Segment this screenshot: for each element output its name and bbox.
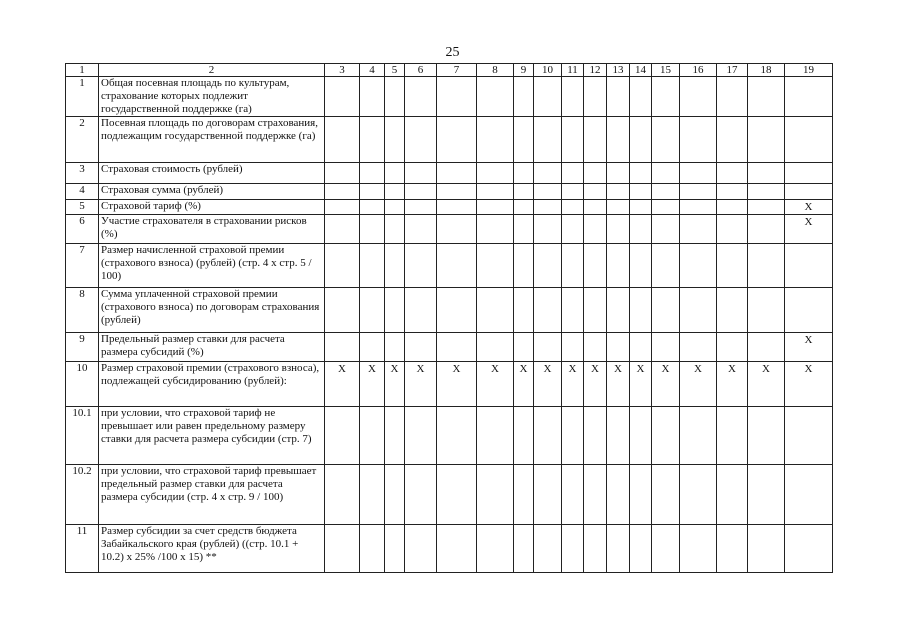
- empty-cell: [360, 244, 385, 288]
- empty-cell: [325, 184, 360, 200]
- empty-cell: [405, 244, 437, 288]
- empty-cell: [477, 215, 514, 244]
- empty-cell: [748, 288, 785, 333]
- empty-cell: [325, 244, 360, 288]
- empty-cell: [325, 77, 360, 117]
- empty-cell: [680, 163, 717, 184]
- row-number: 11: [66, 525, 99, 573]
- empty-cell: [652, 77, 680, 117]
- empty-cell: [748, 333, 785, 362]
- empty-cell: [680, 407, 717, 465]
- row-label: Предельный размер ставки для расчета размера субсидий (%): [99, 333, 325, 362]
- column-header: 19: [785, 64, 833, 77]
- empty-cell: [785, 465, 833, 525]
- x-mark-cell: X: [785, 200, 833, 215]
- empty-cell: [562, 163, 584, 184]
- x-mark-cell: X: [477, 362, 514, 407]
- x-mark-cell: X: [630, 362, 652, 407]
- table-row: [66, 184, 833, 200]
- empty-cell: [477, 244, 514, 288]
- empty-cell: [534, 288, 562, 333]
- empty-cell: [748, 465, 785, 525]
- empty-cell: [630, 465, 652, 525]
- row-label: при условии, что страховой тариф не превышает или равен предельному размеру ставки для расчета размера субсидии (стр. 7): [99, 407, 325, 465]
- empty-cell: [325, 525, 360, 573]
- empty-cell: [607, 77, 630, 117]
- x-mark-cell: X: [584, 362, 607, 407]
- empty-cell: [785, 163, 833, 184]
- column-header: 13: [607, 64, 630, 77]
- empty-cell: [748, 117, 785, 163]
- empty-cell: [405, 333, 437, 362]
- empty-cell: [405, 215, 437, 244]
- empty-cell: [785, 244, 833, 288]
- row-number: 3: [66, 163, 99, 184]
- row-number: 5: [66, 200, 99, 215]
- empty-cell: [680, 77, 717, 117]
- empty-cell: [748, 215, 785, 244]
- empty-cell: [785, 77, 833, 117]
- empty-cell: [562, 184, 584, 200]
- empty-cell: [717, 288, 748, 333]
- row-number: 1: [66, 77, 99, 117]
- table-row: [66, 244, 833, 288]
- row-number: 4: [66, 184, 99, 200]
- empty-cell: [630, 333, 652, 362]
- x-mark-cell: X: [562, 362, 584, 407]
- empty-cell: [607, 163, 630, 184]
- empty-cell: [534, 200, 562, 215]
- empty-cell: [717, 184, 748, 200]
- empty-cell: [437, 117, 477, 163]
- empty-cell: [360, 288, 385, 333]
- empty-cell: [584, 200, 607, 215]
- row-label: Страховая стоимость (рублей): [99, 163, 325, 184]
- table-row: [66, 465, 833, 525]
- row-number: 10.1: [66, 407, 99, 465]
- column-header: 6: [405, 64, 437, 77]
- column-header: 18: [748, 64, 785, 77]
- empty-cell: [514, 244, 534, 288]
- x-mark-cell: X: [405, 362, 437, 407]
- empty-cell: [325, 200, 360, 215]
- empty-cell: [514, 117, 534, 163]
- empty-cell: [680, 288, 717, 333]
- empty-cell: [385, 465, 405, 525]
- empty-cell: [405, 77, 437, 117]
- empty-cell: [385, 333, 405, 362]
- empty-cell: [405, 525, 437, 573]
- table-header-row: [66, 64, 833, 77]
- empty-cell: [652, 163, 680, 184]
- empty-cell: [514, 407, 534, 465]
- empty-cell: [584, 215, 607, 244]
- empty-cell: [534, 215, 562, 244]
- row-label: Посевная площадь по договорам страхования, подлежащим государственной поддержке (га): [99, 117, 325, 163]
- empty-cell: [652, 200, 680, 215]
- empty-cell: [534, 244, 562, 288]
- table-row: [66, 215, 833, 244]
- empty-cell: [748, 407, 785, 465]
- x-mark-cell: X: [360, 362, 385, 407]
- column-header: 15: [652, 64, 680, 77]
- table-row: [66, 288, 833, 333]
- empty-cell: [748, 184, 785, 200]
- empty-cell: [717, 117, 748, 163]
- empty-cell: [360, 465, 385, 525]
- empty-cell: [562, 407, 584, 465]
- empty-cell: [360, 215, 385, 244]
- empty-cell: [652, 465, 680, 525]
- table-row: [66, 525, 833, 573]
- column-header: 3: [325, 64, 360, 77]
- empty-cell: [534, 163, 562, 184]
- empty-cell: [405, 200, 437, 215]
- column-header: 5: [385, 64, 405, 77]
- empty-cell: [584, 525, 607, 573]
- empty-cell: [325, 117, 360, 163]
- empty-cell: [514, 525, 534, 573]
- column-header: 7: [437, 64, 477, 77]
- x-mark-cell: X: [534, 362, 562, 407]
- empty-cell: [360, 77, 385, 117]
- empty-cell: [630, 117, 652, 163]
- empty-cell: [630, 525, 652, 573]
- empty-cell: [680, 184, 717, 200]
- x-mark-cell: X: [748, 362, 785, 407]
- empty-cell: [360, 184, 385, 200]
- empty-cell: [437, 244, 477, 288]
- empty-cell: [534, 184, 562, 200]
- empty-cell: [607, 288, 630, 333]
- empty-cell: [385, 163, 405, 184]
- empty-cell: [477, 288, 514, 333]
- empty-cell: [717, 244, 748, 288]
- x-mark-cell: X: [785, 362, 833, 407]
- empty-cell: [607, 215, 630, 244]
- empty-cell: [785, 184, 833, 200]
- empty-cell: [514, 77, 534, 117]
- empty-cell: [717, 200, 748, 215]
- x-mark-cell: X: [717, 362, 748, 407]
- empty-cell: [437, 77, 477, 117]
- empty-cell: [607, 200, 630, 215]
- empty-cell: [584, 77, 607, 117]
- empty-cell: [584, 163, 607, 184]
- empty-cell: [717, 215, 748, 244]
- empty-cell: [385, 215, 405, 244]
- empty-cell: [325, 407, 360, 465]
- column-header: 17: [717, 64, 748, 77]
- empty-cell: [514, 200, 534, 215]
- row-label: Размер начисленной страховой премии (страхового взноса) (рублей) (стр. 4 x стр. 5 / 100): [99, 244, 325, 288]
- empty-cell: [680, 333, 717, 362]
- empty-cell: [607, 184, 630, 200]
- empty-cell: [584, 244, 607, 288]
- column-header: 12: [584, 64, 607, 77]
- empty-cell: [514, 215, 534, 244]
- x-mark-cell: X: [385, 362, 405, 407]
- row-label: при условии, что страховой тариф превышает предельный размер ставки для расчета размера субсидии (стр. 4 x стр. 9 / 100): [99, 465, 325, 525]
- empty-cell: [748, 77, 785, 117]
- x-mark-cell: X: [785, 215, 833, 244]
- row-number: 2: [66, 117, 99, 163]
- row-label: Страховая сумма (рублей): [99, 184, 325, 200]
- empty-cell: [584, 117, 607, 163]
- row-label: Страховой тариф (%): [99, 200, 325, 215]
- empty-cell: [477, 525, 514, 573]
- empty-cell: [630, 184, 652, 200]
- row-label: Общая посевная площадь по культурам, страхование которых подлежит государственной поддержке (га): [99, 77, 325, 117]
- row-number: 9: [66, 333, 99, 362]
- column-header: 14: [630, 64, 652, 77]
- empty-cell: [405, 117, 437, 163]
- empty-cell: [385, 407, 405, 465]
- empty-cell: [325, 333, 360, 362]
- empty-cell: [477, 77, 514, 117]
- row-number: 8: [66, 288, 99, 333]
- empty-cell: [534, 525, 562, 573]
- empty-cell: [405, 465, 437, 525]
- x-mark-cell: X: [514, 362, 534, 407]
- column-header: 4: [360, 64, 385, 77]
- column-header: 16: [680, 64, 717, 77]
- empty-cell: [717, 407, 748, 465]
- empty-cell: [630, 200, 652, 215]
- empty-cell: [748, 525, 785, 573]
- empty-cell: [514, 163, 534, 184]
- empty-cell: [514, 333, 534, 362]
- empty-cell: [437, 200, 477, 215]
- empty-cell: [534, 465, 562, 525]
- empty-cell: [652, 333, 680, 362]
- empty-cell: [652, 288, 680, 333]
- empty-cell: [652, 525, 680, 573]
- empty-cell: [652, 117, 680, 163]
- empty-cell: [360, 333, 385, 362]
- empty-cell: [562, 333, 584, 362]
- column-header: 11: [562, 64, 584, 77]
- empty-cell: [360, 407, 385, 465]
- empty-cell: [437, 407, 477, 465]
- row-number: 7: [66, 244, 99, 288]
- empty-cell: [385, 77, 405, 117]
- empty-cell: [385, 288, 405, 333]
- empty-cell: [717, 163, 748, 184]
- empty-cell: [584, 288, 607, 333]
- empty-cell: [607, 117, 630, 163]
- empty-cell: [437, 215, 477, 244]
- empty-cell: [534, 333, 562, 362]
- empty-cell: [405, 407, 437, 465]
- empty-cell: [584, 465, 607, 525]
- empty-cell: [325, 215, 360, 244]
- empty-cell: [534, 407, 562, 465]
- empty-cell: [630, 407, 652, 465]
- empty-cell: [680, 525, 717, 573]
- x-mark-cell: X: [437, 362, 477, 407]
- empty-cell: [562, 525, 584, 573]
- empty-cell: [630, 215, 652, 244]
- empty-cell: [405, 163, 437, 184]
- empty-cell: [717, 77, 748, 117]
- empty-cell: [562, 215, 584, 244]
- x-mark-cell: X: [652, 362, 680, 407]
- empty-cell: [385, 117, 405, 163]
- empty-cell: [607, 407, 630, 465]
- empty-cell: [748, 163, 785, 184]
- empty-cell: [477, 117, 514, 163]
- row-label: Размер страховой премии (страхового взноса), подлежащей субсидированию (рублей):: [99, 362, 325, 407]
- empty-cell: [717, 465, 748, 525]
- row-number: 6: [66, 215, 99, 244]
- empty-cell: [437, 184, 477, 200]
- empty-cell: [385, 244, 405, 288]
- row-number: 10.2: [66, 465, 99, 525]
- column-header: 10: [534, 64, 562, 77]
- empty-cell: [360, 200, 385, 215]
- empty-cell: [630, 288, 652, 333]
- empty-cell: [514, 288, 534, 333]
- column-header: 1: [66, 64, 99, 77]
- empty-cell: [607, 465, 630, 525]
- empty-cell: [360, 163, 385, 184]
- row-number: 10: [66, 362, 99, 407]
- empty-cell: [325, 465, 360, 525]
- empty-cell: [652, 244, 680, 288]
- empty-cell: [385, 200, 405, 215]
- table-row: [66, 163, 833, 184]
- x-mark-cell: X: [785, 333, 833, 362]
- empty-cell: [562, 465, 584, 525]
- empty-cell: [652, 184, 680, 200]
- empty-cell: [785, 288, 833, 333]
- table-row: [66, 77, 833, 117]
- empty-cell: [437, 525, 477, 573]
- x-mark-cell: X: [680, 362, 717, 407]
- empty-cell: [477, 465, 514, 525]
- empty-cell: [477, 407, 514, 465]
- empty-cell: [630, 77, 652, 117]
- empty-cell: [325, 288, 360, 333]
- empty-cell: [680, 244, 717, 288]
- row-label: Размер субсидии за счет средств бюджета Забайкальского края (рублей) ((стр. 10.1 + 10.2) x 25% /100 x 15) **: [99, 525, 325, 573]
- empty-cell: [385, 525, 405, 573]
- column-header: 8: [477, 64, 514, 77]
- empty-cell: [437, 465, 477, 525]
- page-number: 25: [445, 45, 460, 60]
- empty-cell: [630, 244, 652, 288]
- empty-cell: [584, 333, 607, 362]
- empty-cell: [514, 184, 534, 200]
- empty-cell: [477, 333, 514, 362]
- row-label: Участие страхователя в страховании рисков (%): [99, 215, 325, 244]
- x-mark-cell: X: [325, 362, 360, 407]
- empty-cell: [477, 184, 514, 200]
- empty-cell: [717, 525, 748, 573]
- empty-cell: [405, 288, 437, 333]
- empty-cell: [534, 77, 562, 117]
- empty-cell: [360, 117, 385, 163]
- empty-cell: [680, 117, 717, 163]
- empty-cell: [607, 333, 630, 362]
- empty-cell: [652, 215, 680, 244]
- table-row: [66, 200, 833, 215]
- empty-cell: [360, 525, 385, 573]
- empty-cell: [325, 163, 360, 184]
- table-row: [66, 407, 833, 465]
- empty-cell: [562, 200, 584, 215]
- empty-cell: [534, 117, 562, 163]
- empty-cell: [405, 184, 437, 200]
- empty-cell: [680, 215, 717, 244]
- empty-cell: [385, 184, 405, 200]
- empty-cell: [630, 163, 652, 184]
- empty-cell: [437, 288, 477, 333]
- empty-cell: [785, 525, 833, 573]
- empty-cell: [785, 407, 833, 465]
- empty-cell: [584, 184, 607, 200]
- column-header: 9: [514, 64, 534, 77]
- empty-cell: [562, 77, 584, 117]
- empty-cell: [562, 117, 584, 163]
- insurance-subsidy-table: [65, 63, 833, 573]
- empty-cell: [607, 525, 630, 573]
- empty-cell: [717, 333, 748, 362]
- empty-cell: [562, 288, 584, 333]
- empty-cell: [652, 407, 680, 465]
- empty-cell: [748, 244, 785, 288]
- empty-cell: [562, 244, 584, 288]
- empty-cell: [607, 244, 630, 288]
- empty-cell: [477, 163, 514, 184]
- column-header: 2: [99, 64, 325, 77]
- row-label: Сумма уплаченной страховой премии (страхового взноса) по договорам страхования (рублей): [99, 288, 325, 333]
- empty-cell: [680, 200, 717, 215]
- x-mark-cell: X: [607, 362, 630, 407]
- table-row: [66, 333, 833, 362]
- empty-cell: [584, 407, 607, 465]
- table-row: [66, 362, 833, 407]
- empty-cell: [514, 465, 534, 525]
- table-row: [66, 117, 833, 163]
- empty-cell: [437, 163, 477, 184]
- empty-cell: [785, 117, 833, 163]
- empty-cell: [477, 200, 514, 215]
- empty-cell: [680, 465, 717, 525]
- empty-cell: [437, 333, 477, 362]
- empty-cell: [748, 200, 785, 215]
